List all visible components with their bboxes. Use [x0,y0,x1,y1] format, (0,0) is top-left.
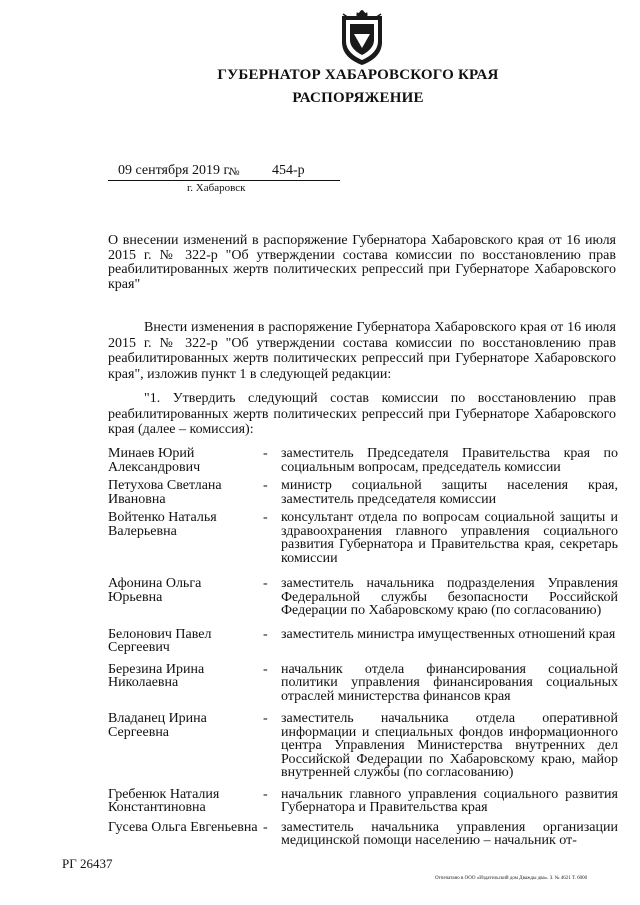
member-role: министр социальной защиты населения края, заместитель председателя комиссии [281,478,618,507]
member-dash: - [263,711,268,726]
member-dash: - [263,478,268,493]
member-role: заместитель Председателя Правительства края по социальным вопросам, председатель комиссии [281,446,618,475]
member-dash: - [263,446,268,461]
body-paragraph-2: "1. Утвердить следующий состав комиссии по восстановлению прав реабилитированных жертв политических репрессий при Губернаторе Хабаровского края (далее – комиссия): [108,391,616,437]
printer-imprint: Отпечатано в ООО «Издательский дом Дважды два». З. № 4621 Т. 6000 [435,876,588,881]
member-row [108,447,618,474]
registration-code: РГ 26437 [62,856,113,871]
member-row [108,788,618,815]
document-date: 09 сентября 2019 г. [118,163,232,178]
member-role: начальник отдела финансирования социальной политики управления финансирования социальных отраслей министерства финансов края [281,661,618,704]
member-row [108,663,618,704]
member-dash: - [263,626,268,642]
commission-members-list [108,447,618,848]
body-paragraph-1: Внести изменения в распоряжение Губернатора Хабаровского края от 16 июля 2015 г. № 322-р "Об утверждении состава комиссии по восстановлению прав реабилитированных жертв политических репрессий при Губернаторе Хабаровского края", изложив пункт 1 в следующей редакции: [108,320,616,382]
member-row [108,577,618,618]
number-sign: № [229,166,240,178]
member-role: заместитель начальника управления организации медицинской помощи населению – начальник от- [281,819,618,848]
member-dash: - [263,786,268,802]
member-role: консультант отдела по вопросам социальной защиты и здравоохранения главного управления социального развития Губернатора и Правительства края, секретарь комиссии [281,510,618,566]
member-name: Березина Ирина Николаевна [108,661,205,690]
member-name: Белонович Павел Сергеевич [108,626,212,655]
date-underline [108,180,340,181]
coat-of-arms-icon [337,8,387,66]
member-role: заместитель начальника отдела оперативной информации и специальных фондов информационного центра Управления Министерства внутренних дел Российской Федерации по Хабаровскому краю, майор внутренней службы (по согласованию) [281,711,618,780]
member-role: заместитель министра имущественных отношений края [281,626,616,642]
member-dash: - [263,576,268,591]
member-name: Гусева Ольга Евгеньевна [108,819,258,835]
member-dash: - [263,510,268,525]
member-name: Гребенюк Наталия Константиновна [108,786,220,815]
member-row [108,511,618,565]
member-row [108,821,618,848]
member-role: заместитель начальника подразделения Управления Федеральной службы безопасности Российской Федерации по Хабаровскому краю (по согласованию) [281,576,618,618]
member-role: начальник главного управления социального развития Губернатора и Правительства края [281,786,618,815]
document-subject: О внесении изменений в распоряжение Губернатора Хабаровского края от 16 июля 2015 г. № 322-р "Об утверждении состава комиссии по восстановлению прав реабилитированных жертв политических репрессий при Губернаторе Хабаровского края" [108,233,616,292]
document-number: 454-р [272,163,305,178]
member-row [108,628,618,655]
member-name: Минаев Юрий Александрович [108,446,201,475]
member-row [108,479,618,506]
member-name: Петухова Светлана Ивановна [108,478,222,507]
document-type: РАСПОРЯЖЕНИЕ [292,90,424,106]
member-dash: - [263,819,268,835]
document-place: г. Хабаровск [187,182,246,194]
member-row [108,712,618,780]
member-name: Владанец Ирина Сергеевна [108,711,207,740]
member-name: Афонина Ольга Юрьевна [108,576,202,605]
member-name: Войтенко Наталья Валерьевна [108,510,217,539]
issuer-title: ГУБЕРНАТОР ХАБАРОВСКОГО КРАЯ [217,67,499,83]
member-dash: - [263,661,268,677]
